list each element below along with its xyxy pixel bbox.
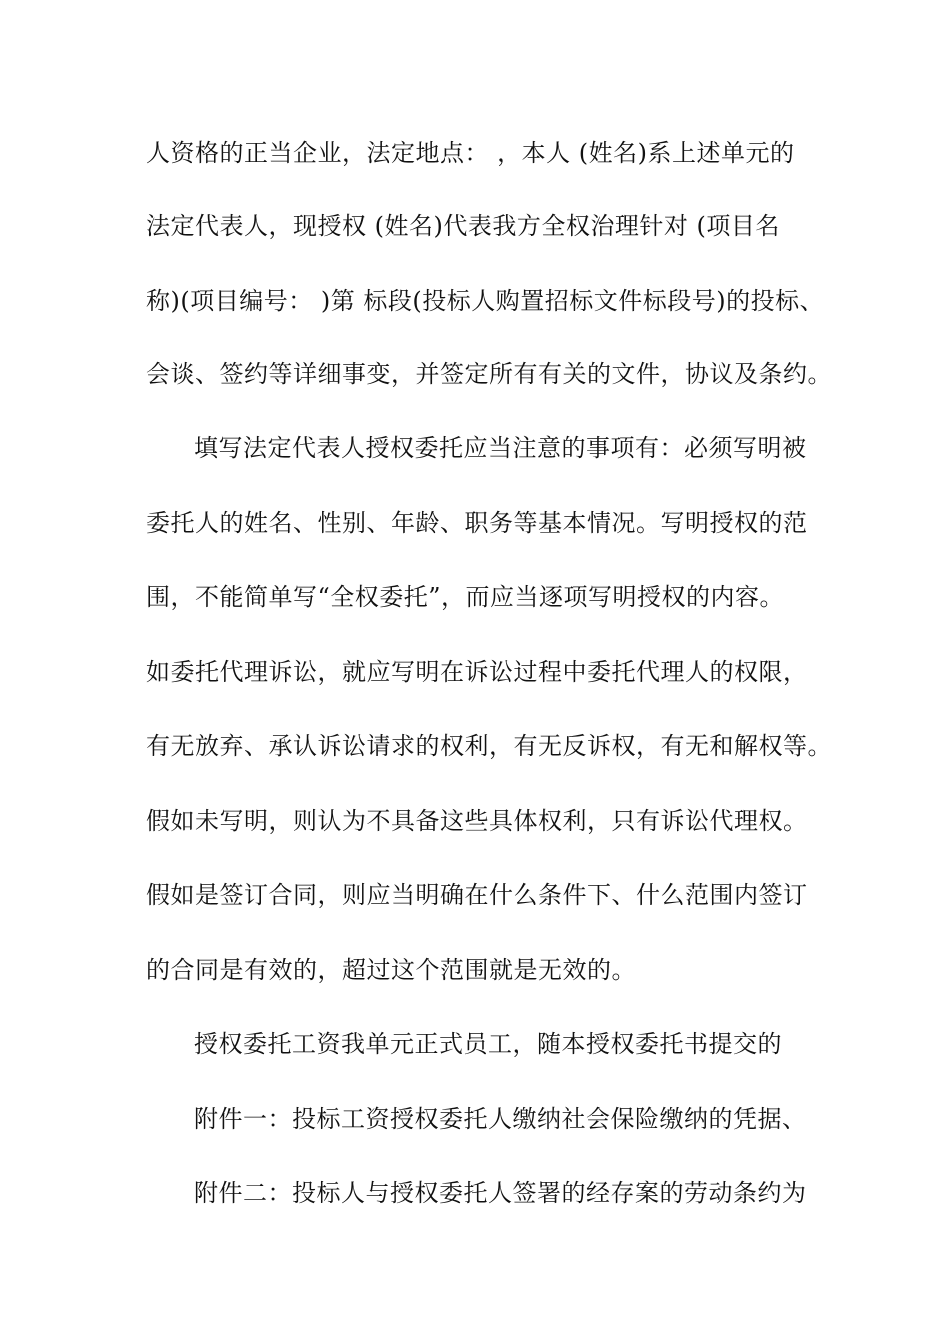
text-line-13: 授权委托工资我单元正式员工，随本授权委托书提交的 <box>194 1030 782 1058</box>
text-line-9: 有无放弃、承认诉讼请求的权利，有无反诉权，有无和解权等。 <box>146 732 832 760</box>
text-line-10: 假如未写明，则认为不具备这些具体权利，只有诉讼代理权。 <box>146 807 808 835</box>
text-line-5: 填写法定代表人授权委托应当注意的事项有：必须写明被 <box>194 434 807 462</box>
text-line-2: 法定代表人，现授权 (姓名)代表我方全权治理针对 (项目名 <box>146 212 780 240</box>
text-line-14: 附件一：投标工资授权委托人缴纳社会保险缴纳的凭据、 <box>194 1105 807 1133</box>
text-line-3: 称)(项目编号： )第 标段(投标人购置招标文件标段号)的投标、 <box>146 287 825 315</box>
text-line-7: 围，不能简单写“全权委托”，而应当逐项写明授权的内容。 <box>146 583 785 611</box>
text-line-1: 人资格的正当企业，法定地点： ，本人 (姓名)系上述单元的 <box>146 139 795 167</box>
text-line-4: 会谈、签约等详细事变，并签定所有有关的文件，协议及条约。 <box>146 360 832 388</box>
text-line-6: 委托人的姓名、性别、年龄、职务等基本情况。写明授权的范 <box>146 509 808 537</box>
text-line-8: 如委托代理诉讼，就应写明在诉讼过程中委托代理人的权限， <box>146 658 808 686</box>
text-line-12: 的合同是有效的，超过这个范围就是无效的。 <box>146 956 636 984</box>
text-line-11: 假如是签订合同，则应当明确在什么条件下、什么范围内签订 <box>146 881 808 909</box>
text-line-15: 附件二：投标人与授权委托人签署的经存案的劳动条约为 <box>194 1179 807 1207</box>
